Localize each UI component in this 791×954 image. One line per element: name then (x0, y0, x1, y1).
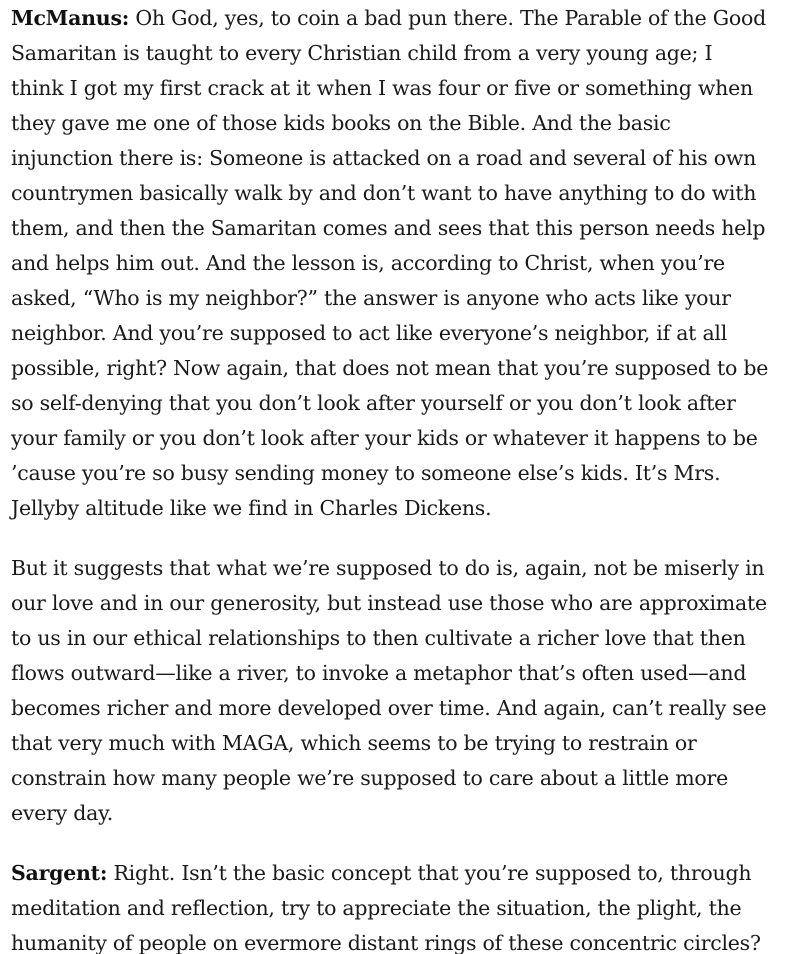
speaker-name: Sargent: (11, 861, 108, 885)
text-line: constrain how many people we’re supposed to care about a little more (11, 766, 728, 790)
text-line: that very much with MAGA, which seems to be trying to restrain or (11, 731, 697, 755)
text-line: our love and in our generosity, but instead use those who are approximate (11, 591, 767, 615)
text-line: McManus: Oh God, yes, to coin a bad pun there. The Parable of the Good (11, 6, 766, 30)
text-line: possible, right? Now again, that does not mean that you’re supposed to be (11, 356, 769, 380)
text-line: Jellyby altitude like we find in Charles Dickens. (11, 496, 492, 520)
text-line: to us in our ethical relationships to then cultivate a richer love that then (11, 626, 746, 650)
text-line: flows outward—like a river, to invoke a metaphor that’s often used—and (11, 661, 747, 685)
paragraph-mcmanus (11, 1, 768, 526)
text-line: meditation and reflection, try to appreciate the situation, the plight, the (11, 896, 742, 920)
text-line: becomes richer and more developed over time. And again, can’t really see (11, 696, 767, 720)
paragraph-continuation (11, 551, 767, 831)
text-line: injunction there is: Someone is attacked on a road and several of his own (11, 146, 757, 170)
text-line: countrymen basically walk by and don’t want to have anything to do with (11, 181, 757, 205)
text-line: ’cause you’re so busy sending money to someone else’s kids. It’s Mrs. (11, 461, 721, 485)
text-line: they gave me one of those kids books on the Bible. And the basic (11, 111, 671, 135)
text-line: But it suggests that what we’re supposed to do is, again, not be miserly in (11, 556, 765, 580)
text-line: and helps him out. And the lesson is, according to Christ, when you’re (11, 251, 725, 275)
text-line: Samaritan is taught to every Christian child from a very young age; I (11, 41, 713, 65)
text-line: Sargent: Right. Isn’t the basic concept that you’re supposed to, through (11, 861, 752, 885)
text-line: them, and then the Samaritan comes and sees that this person needs help (11, 216, 766, 240)
text-line: so self-denying that you don’t look after yourself or you don’t look after (11, 391, 736, 415)
text-line: every day. (11, 801, 113, 825)
paragraph-sargent (11, 856, 761, 954)
text-line: neighbor. And you’re supposed to act like everyone’s neighbor, if at all (11, 321, 728, 345)
speaker-name: McManus: (11, 6, 130, 30)
text-line: think I got my first crack at it when I was four or five or something when (11, 76, 753, 100)
text-line: asked, “Who is my neighbor?” the answer is anyone who acts like your (11, 286, 731, 310)
text-line: humanity of people on evermore distant rings of these concentric circles? (11, 931, 761, 954)
text-line: your family or you don’t look after your kids or whatever it happens to be (11, 426, 758, 450)
